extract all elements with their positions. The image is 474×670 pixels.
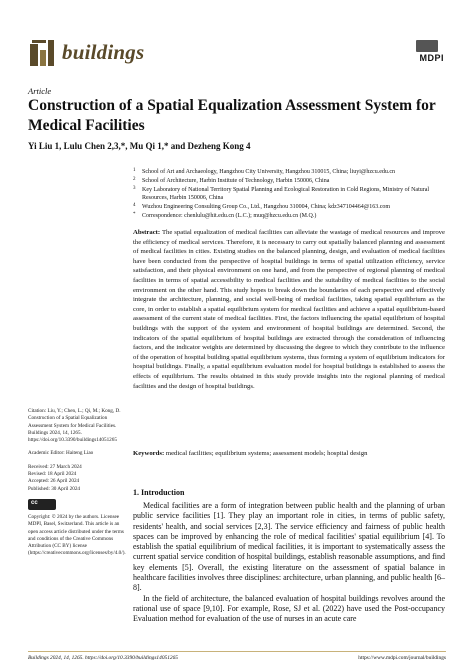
footer-citation: Buildings 2024, 14, 1265. https://doi.org/10.3390/buildings14051265 — [28, 655, 178, 661]
section-heading: 1. Introduction — [133, 488, 185, 497]
paragraph: In the field of architecture, the balanced evaluation of hospital buildings revolves around the rational use of space [9,10]. For example, Rose, SJ et al. (2022) have used the Post-occupancy Evaluation method for evaluation of the use of nurses in an acute care — [133, 593, 445, 624]
abstract — [133, 228, 445, 391]
received-date: Received: 27 March 2024 — [28, 463, 82, 470]
article-type: Article — [28, 86, 52, 96]
paragraph: Medical facilities are a form of integration between public health and the planning of urban public service facilities [1]. They play an important role in cities, in terms of public safety, residents' health, and social services [2,3]. The service efficiency and fairness of public health spaces can be improved by enhancing the role of medical facilities' spatial equilibrium [4]. To establish the spatial equilibrium of medical facilities, it is important to systematically assess the current spatial service condition of hospital buildings, establish reasonable assumptions, and find key elements [5]. Overall, the existing literature on the assessment of spatial balance in healthcare facilities involves three disciplines: architecture, urban planning, and public health [6–8]. — [133, 501, 445, 593]
affiliation-item: 4 Wuzhou Engineering Consulting Group Co., Ltd., Hangzhou 310004, China; kdz347104464@163.com — [133, 203, 391, 211]
affiliations — [133, 168, 449, 221]
academic-editor: Academic Editor: Haiteng Liao — [28, 450, 94, 457]
publisher-logo — [406, 40, 444, 66]
citation: Citation: Liu, Y.; Chen, L.; Qi, M.; Kong, D. Construction of a Spatial Equalization Assessment System for Medical Facilities. Buildings 2024, 14, 1265. https://doi.org/10.3390/buildings14051265 — [28, 408, 121, 444]
footer-link[interactable]: https://www.mdpi.com/journal/buildings — [358, 655, 446, 661]
copyright: Copyright: © 2024 by the authors. Licensee MDPI, Basel, Switzerland. This article is an open access article distributed under the terms and conditions of the Creative Commons Attribution (CC BY) license (https://creativecommons.org/licenses/by/4.0/). — [28, 513, 126, 557]
article-sidebar — [28, 408, 124, 564]
footer-divider — [28, 651, 446, 652]
affiliation-item: 2 School of Architecture, Harbin Institute of Technology, Harbin 150006, China — [133, 176, 330, 184]
published-date: Published: 30 April 2024 — [28, 485, 81, 492]
publisher-name: MDPI — [419, 53, 444, 63]
keywords — [133, 449, 445, 459]
intro-body — [133, 501, 445, 625]
affiliation-item: 1 School of Art and Archaeology, Hangzhou City University, Hangzhou 310015, China; liuyi@hzcu.edu.cn — [133, 168, 396, 175]
accepted-date: Accepted: 26 April 2024 — [28, 478, 80, 485]
keywords-label: Keywords: — [133, 450, 165, 457]
author-list: Yi Liu 1, Lulu Chen 2,3,*, Mu Qi 1,* and Dezheng Kong 4 — [28, 141, 251, 151]
correspondence: * Correspondence: chenlulu@hit.edu.cn (L.C.); muq@hzcu.edu.cn (M.Q.) — [133, 211, 317, 219]
publisher-badge-icon — [416, 40, 438, 52]
abstract-label: Abstract: — [133, 229, 161, 236]
journal-name: buildings — [62, 40, 145, 64]
affiliation-item: 3 Key Laboratory of National Territory Spatial Planning and Ecological Restoration in Cold Regions, Ministry of Natural Resources, Harbin 150006, China — [133, 185, 430, 202]
cc-license-icon — [28, 499, 56, 510]
revised-date: Revised: 18 April 2024 — [28, 471, 77, 478]
journal-logo-icon — [28, 40, 56, 66]
keywords-text: medical facilities; equilibrium systems; assessment models; hospital design — [165, 450, 368, 457]
abstract-text: The spatial equalization of medical facilities can alleviate the wastage of medical resources and improve the efficiency of medical services. Therefore, it is necessary to carry out spatially balanced planning and assessment of medical facilities in cities. Existing studies on the balanced planning, design, and evaluation of medical facilities have been conducted from the perspective of hospital buildings in terms of spatial utilization efficiency, service satisfaction, and their physical environment on one hand, and from the perspective of regional planning of medical facilities in terms of spatial accessibility to medical facilities and the suitability of medical facilities to the social environment on the other hand. This study hopes to break down the boundaries of each perspective and effectively integrate the architecture, planning, and social well-being of medical facilities, taking spatial equilibrium as the core, in order to establish a spatial equilibrium system for medical facilities and achieve a spatial equilibrium-based assessment of the current state of medical facilities. First, the factors influencing the spatial equilibrium of hospital buildings with the support of the system and environment of hospital buildings are determined. Second, the indicators of the spatial equilibrium of hospital buildings are extracted through the consideration of influencing factors, and the indicator weights are determined by discussing the degree to which they contribute to the influence of the operation of hospital building spatial equilibrium systems, thus forming a system of equilibrium indicators for hospital buildings. Finally, a spatial equilibrium evaluation model for hospital buildings is established to assess the effects of equilibrium. The results obtained in this study provide insights into the regional planning of medical facilities and the design of hospital buildings. — [133, 229, 445, 390]
article-title: Construction of a Spatial Equalization Assessment System for Medical Facilities — [28, 97, 436, 134]
